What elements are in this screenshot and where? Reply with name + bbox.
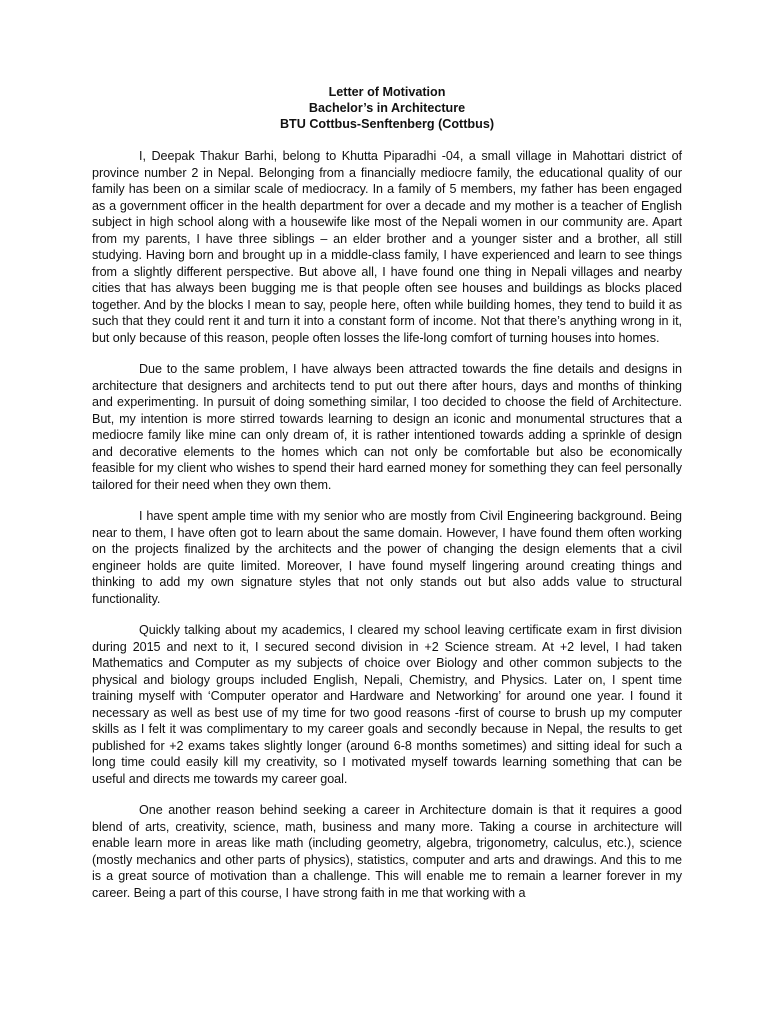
letter-title-block: [92, 84, 682, 132]
paragraph-motivation: Due to the same problem, I have always been attracted towards the fine details and designs in architecture that designers and architects tend to put out there after hours, days and months of thinking and experimenting. In pursuit of doing something similar, I too decided to choose the field of Architecture. But, my intention is more stirred towards learning to design an iconic and monumental structures that a mediocre family like mine can only dream of, it is rather intentioned towards adding a sprinkle of design and decorative elements to the homes which can not only be comfortable but also be economically feasible for my client who wishes to spend their hard earned money for something they can feel personally tailored for their need when they own them.: [92, 362, 682, 492]
paragraph-background: I, Deepak Thakur Barhi, belong to Khutta Piparadhi -04, a small village in Mahottari district of province number 2 in Nepal. Belonging from a financially mediocre family, the educational quality of our family has been on a similar scale of mediocracy. In a family of 5 members, my father has been engaged as a government officer in the health department for over a decade and my mother is a teacher of English subject in high school along with a housewife like most of the Nepali women in our community are. Apart from my parents, I have three siblings – an elder brother and a younger sister and a brother, all still studying. Having born and brought up in a middle-class family, I have experienced and learn to see things from a slightly different perspective. But above all, I have found one thing in Nepali villages and nearby cities that has always been bugging me is that people often see houses and buildings as blocks placed together. And by the blocks I mean to say, people here, often while building homes, they tend to build it as such that they could rent it and turn it into a constant form of income. Not that there’s anything wrong in it, but only because of this reason, people often losses the life-long comfort of turning houses into homes.: [92, 149, 682, 345]
letter-title: Letter of Motivation: [328, 85, 446, 99]
university-title: BTU Cottbus-Senftenberg (Cottbus): [279, 117, 495, 131]
paragraph-career-reason: One another reason behind seeking a career in Architecture domain is that it requires a good blend of arts, creativity, science, math, business and many more. Taking a course in architecture will enable learn more in areas like math (including geometry, algebra, trigonometry, calculus, etc.), science (mostly mechanics and other parts of physics), statistics, computer and arts and drawings. And this to me is a great source of motivation than a challenge. This will enable me to remain a learner forever in my career. Being a part of this course, I have strong faith in me that working with a: [92, 803, 682, 900]
paragraph-academics: Quickly talking about my academics, I cleared my school leaving certificate exam in first division during 2015 and next to it, I secured second division in +2 Science stream. At +2 level, I had taken Mathematics and Computer as my subjects of choice over Biology and other common subjects to the physical and biology groups included English, Nepali, Chemistry, and Physics. Later on, I spent time training myself with ‘Computer operator and Hardware and Networking’ for around one year. I found it necessary as well as best use of my time for two good reasons -first of course to brush up my computer skills as I felt it was complimentary to my career goals and secondly because in Nepal, the results to get published for +2 exams takes slightly longer (around 6-8 months sometimes) and sitting ideal for such a long time could easily kill my creativity, so I motivated myself towards learning something that can be useful and directs me towards my career goal.: [92, 623, 682, 786]
paragraph-experience: I have spent ample time with my senior who are mostly from Civil Engineering background. Being near to them, I have often got to learn about the same domain. However, I have found them often working on the projects finalized by the architects and the power of changing the design elements that a civil engineer holds are quite limited. Moreover, I have found myself lingering around creating things and thinking to add my own signature styles that not only stands out but also adds value to structural functionality.: [92, 509, 682, 606]
program-title: Bachelor’s in Architecture: [308, 101, 466, 115]
